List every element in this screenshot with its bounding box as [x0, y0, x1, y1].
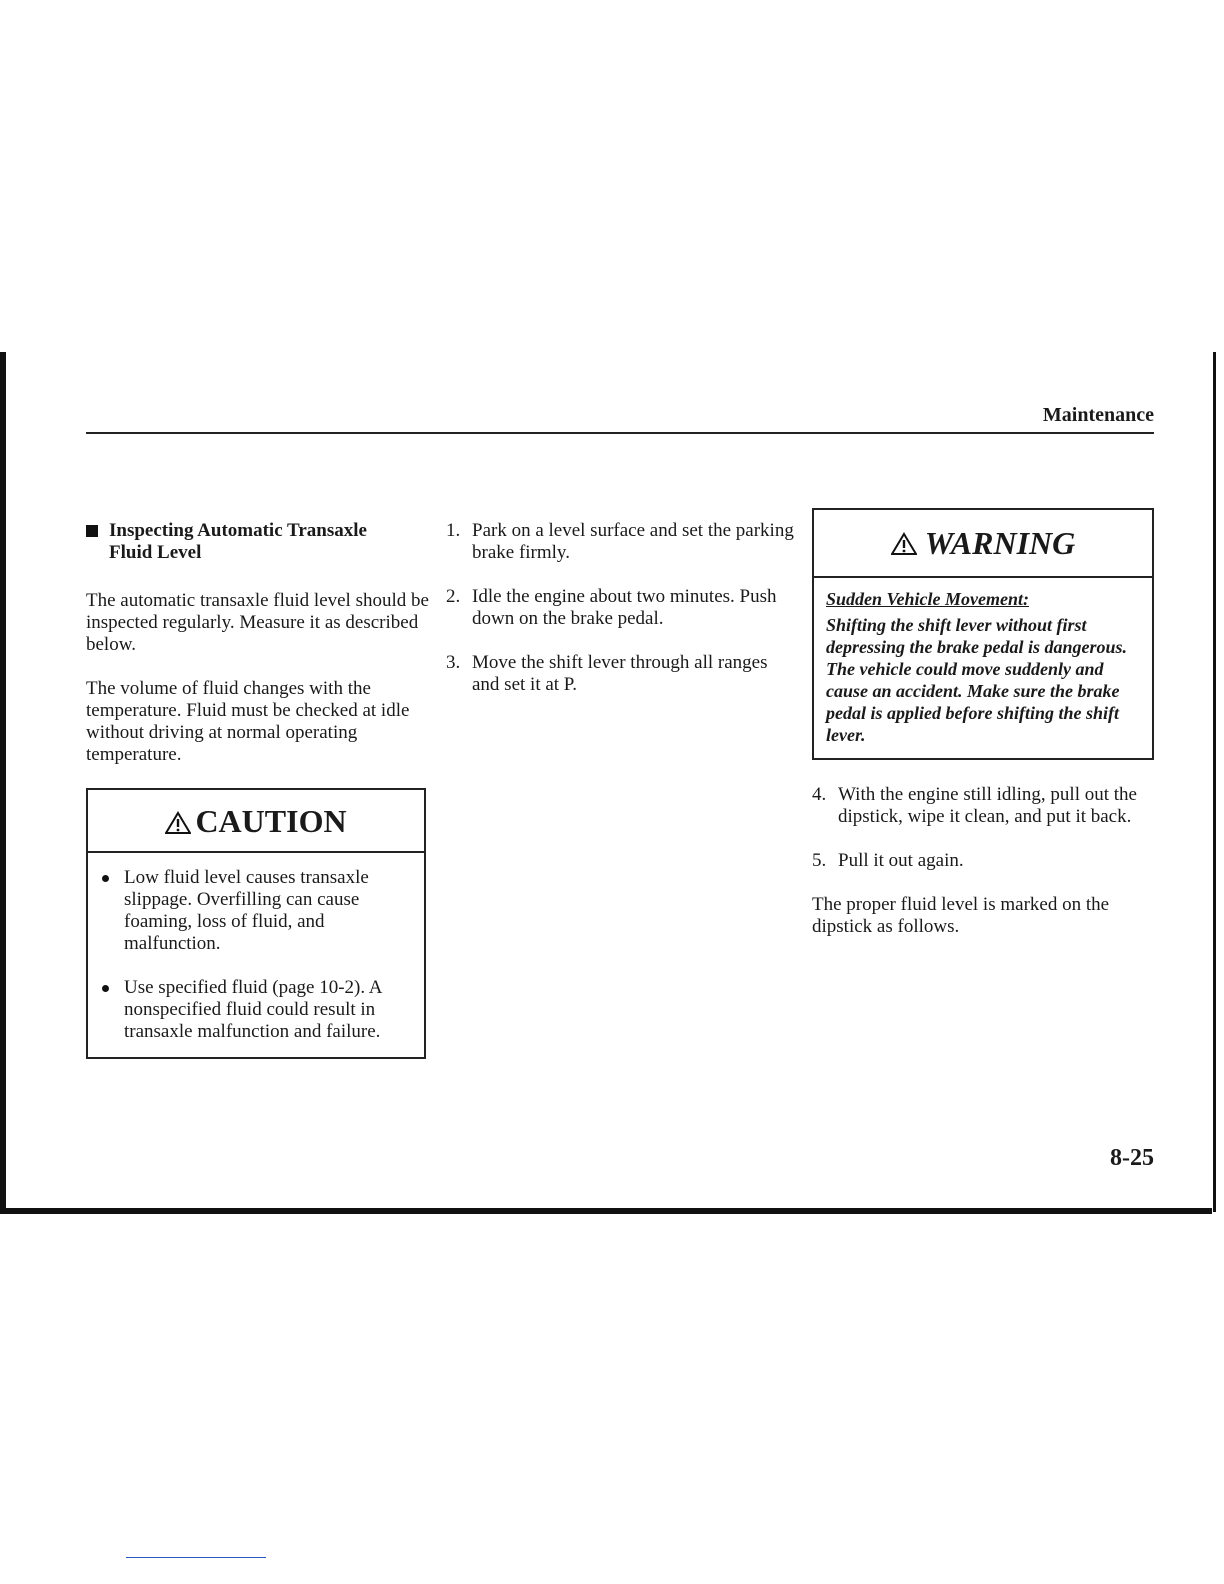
middle-column — [446, 520, 796, 718]
header-divider — [86, 432, 1154, 434]
temperature-paragraph: The volume of fluid changes with the temperature. Fluid must be checked at idle without driving at normal operating temperature. — [86, 678, 410, 765]
step-number: 3. — [446, 652, 461, 673]
heading-line-1: Inspecting Automatic Transaxle — [109, 520, 367, 541]
caution-box — [86, 788, 426, 1059]
section-heading-text — [109, 520, 367, 564]
warning-box — [812, 508, 1154, 760]
step-item — [446, 520, 796, 564]
warning-subheading: Sudden Vehicle Movement: — [826, 589, 1029, 609]
section-heading — [86, 520, 431, 564]
warning-body — [814, 578, 1152, 758]
caution-header — [88, 790, 424, 853]
warning-triangle-icon — [165, 807, 191, 841]
step-text: With the engine still idling, pull out the dipstick, wipe it clean, and put it back. — [838, 784, 1137, 827]
closing-paragraph: The proper fluid level is marked on the dipstick as follows. — [812, 894, 1110, 937]
page-section-title: Maintenance — [1042, 404, 1154, 426]
square-bullet-icon — [86, 525, 98, 537]
step-item — [446, 586, 796, 630]
step-text: Park on a level surface and set the parking brake firmly. — [472, 520, 794, 563]
step-item — [446, 652, 796, 696]
intro-paragraph: The automatic transaxle fluid level should be inspected regularly. Measure it as described below. — [86, 590, 429, 655]
step-text: Pull it out again. — [838, 850, 964, 871]
caution-title: CAUTION — [195, 803, 347, 839]
warning-text: Shifting the shift lever without first depressing the brake pedal is dangerous. The vehicle could move suddenly and cause an accident. Make sure the brake pedal is applied before shifting the shift lever. — [826, 615, 1128, 745]
caution-item: Low fluid level causes transaxle slippage. Overfilling can cause foaming, loss of fluid, and malfunction. — [100, 867, 406, 955]
steps-list-part-1 — [446, 520, 796, 696]
right-column — [812, 508, 1154, 938]
step-number: 5. — [812, 850, 827, 871]
scan-border-bottom — [0, 1208, 1212, 1214]
scan-border-left — [0, 352, 6, 1214]
caution-item: Use specified fluid (page 10-2). A nonspecified fluid could result in transaxle malfunction and failure. — [100, 977, 406, 1043]
step-number: 4. — [812, 784, 827, 805]
warning-triangle-icon — [891, 528, 917, 562]
step-number: 2. — [446, 586, 461, 607]
warning-header — [814, 510, 1152, 578]
step-text: Idle the engine about two minutes. Push down on the brake pedal. — [472, 586, 777, 629]
footer-link-underline — [126, 1557, 266, 1558]
caution-list — [88, 853, 424, 1057]
heading-line-2: Fluid Level — [109, 542, 202, 563]
scan-border-right — [1213, 352, 1216, 1212]
warning-title: WARNING — [924, 525, 1076, 561]
step-item — [812, 850, 1154, 872]
step-text: Move the shift lever through all ranges and set it at P. — [472, 652, 768, 695]
step-number: 1. — [446, 520, 461, 541]
left-column — [86, 520, 431, 1059]
page-number: 8-25 — [1110, 1145, 1154, 1171]
step-item — [812, 784, 1154, 828]
steps-list-part-2 — [812, 784, 1154, 872]
